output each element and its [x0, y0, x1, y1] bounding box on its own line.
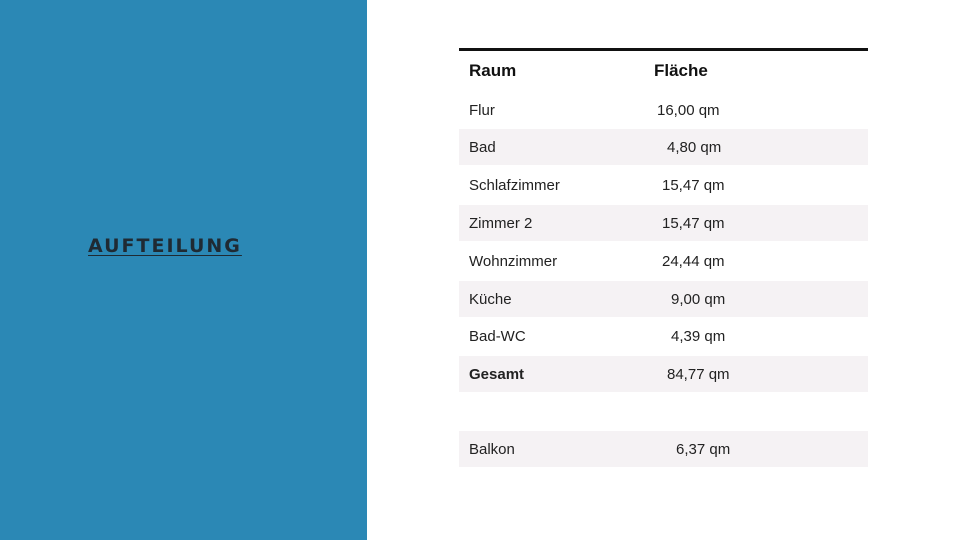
table-row: [459, 165, 868, 205]
table-row: [459, 317, 868, 356]
table-row: [459, 129, 868, 165]
room-name: Schlafzimmer: [469, 176, 560, 194]
room-name: Bad-WC: [469, 328, 526, 345]
room-area: 9,00 qm: [671, 290, 726, 308]
room-area: 24,44 qm: [662, 252, 725, 270]
room-name: Flur: [469, 101, 495, 119]
room-area: 15,47 qm: [662, 214, 725, 232]
room-name: Wohnzimmer: [469, 252, 558, 270]
table-row: [459, 91, 868, 129]
room-area-table: [459, 48, 868, 467]
table-row: [459, 281, 868, 317]
spacer-row: [459, 392, 868, 431]
room-name: Zimmer 2: [469, 214, 533, 232]
left-color-panel: [0, 0, 367, 540]
table-row: [459, 241, 868, 281]
table-row: [459, 205, 868, 241]
total-label: Gesamt: [469, 365, 525, 383]
balcony-area: 6,37 qm: [676, 440, 731, 458]
room-area: 16,00 qm: [657, 101, 720, 119]
table-total-row: [459, 356, 868, 392]
room-name: Küche: [469, 290, 512, 308]
header-room: Raum: [469, 61, 517, 80]
slide-title: AUFTEILUNG: [88, 235, 242, 257]
table-balcony-row: [459, 431, 868, 467]
room-area: 4,80 qm: [667, 138, 722, 156]
table-header-row: [459, 51, 868, 91]
total-area: 84,77 qm: [667, 365, 730, 383]
room-name: Bad: [469, 138, 496, 156]
room-area: 15,47 qm: [662, 176, 725, 194]
balcony-label: Balkon: [469, 440, 515, 458]
header-area: Fläche: [654, 61, 708, 80]
room-area: 4,39 qm: [671, 328, 726, 345]
